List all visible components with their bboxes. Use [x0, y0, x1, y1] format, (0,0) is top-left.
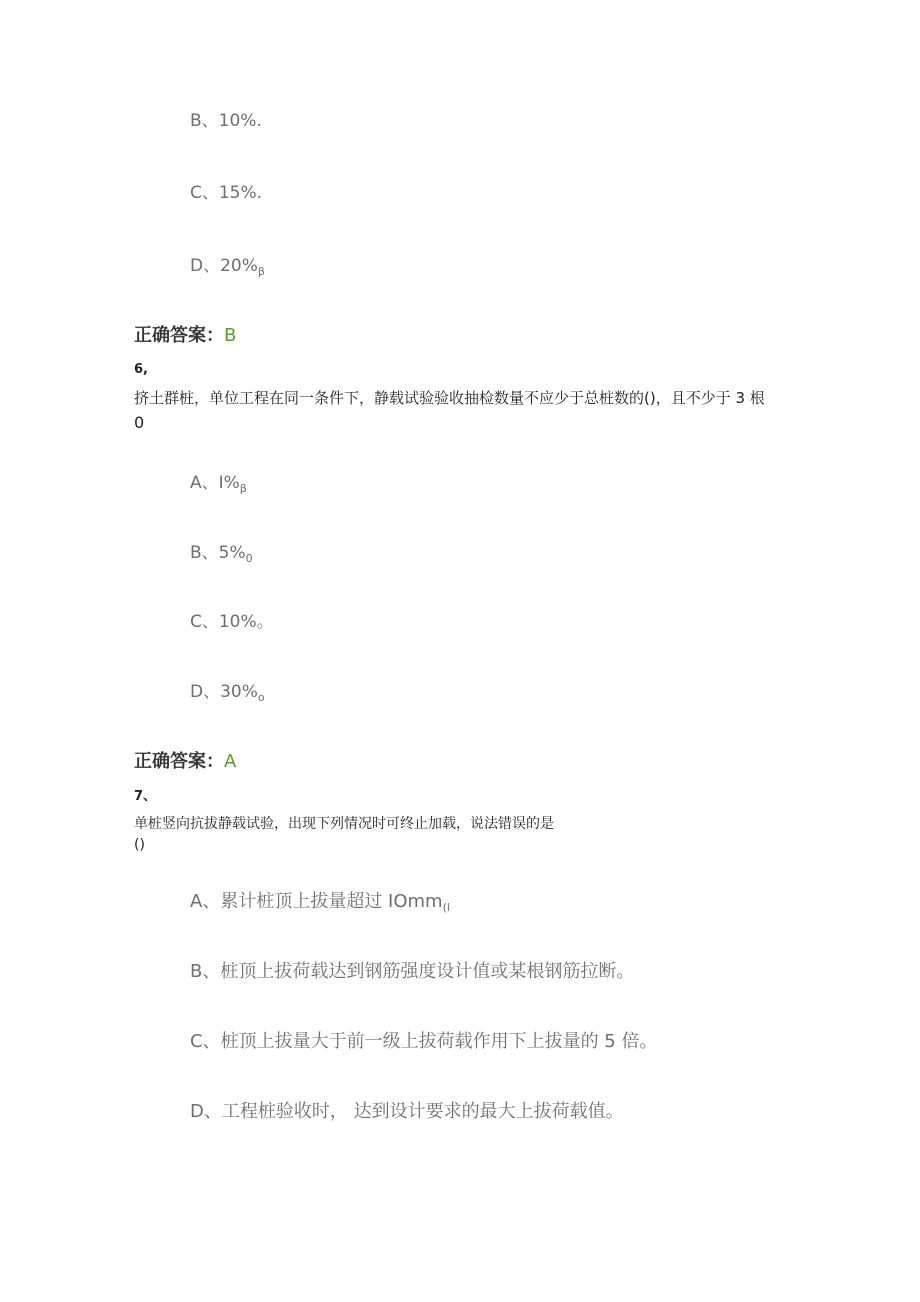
answer-value: A — [224, 751, 237, 772]
q6-option-d — [190, 681, 265, 709]
q7-option-c — [190, 1031, 657, 1053]
q7-option-b — [190, 961, 634, 983]
option-subscript: β — [239, 482, 247, 495]
option-text: C、10%。 — [190, 612, 274, 632]
option-subscript: (l — [442, 901, 450, 914]
q6-option-b — [190, 542, 253, 570]
q6-option-c — [190, 611, 274, 633]
q6-correct-answer — [134, 750, 236, 774]
q5-correct-answer — [134, 324, 236, 348]
q6-option-a — [190, 472, 247, 500]
q7-text-line1: 单桩竖向抗拔静载试验，出现下列情况时可终止加载，说法错误的是 — [134, 816, 554, 832]
q7-option-a — [190, 891, 450, 919]
answer-value: B — [224, 325, 237, 346]
option-text: A、I% — [190, 473, 240, 493]
q7-text-line2: () — [134, 837, 145, 853]
option-text: B、10%. — [190, 111, 262, 131]
answer-label: 正确答案： — [134, 325, 224, 346]
option-text: B、5% — [190, 543, 246, 563]
option-text: D、30% — [190, 682, 258, 702]
option-subscript: 0 — [245, 552, 253, 565]
option-text: D、工程桩验收时， 达到设计要求的最大上拔荷载值。 — [190, 1101, 624, 1122]
q6-text-line2: 0 — [134, 413, 145, 432]
option-subscript: β — [257, 265, 265, 278]
option-text: C、桩顶上拔量大于前一级上拔荷载作用下上拔量的 5 倍。 — [190, 1031, 658, 1052]
q7-option-d — [190, 1101, 624, 1123]
q5-option-c — [190, 182, 262, 204]
q6-number: 6, — [134, 362, 148, 377]
answer-label: 正确答案： — [134, 751, 224, 772]
q6-text-line1: 挤土群桩，单位工程在同一条件下，静载试验验收抽检数量不应少于总桩数的()，且不少于 3 根 — [134, 389, 765, 407]
option-subscript: o — [257, 691, 265, 704]
option-text: A、累计桩顶上拔量超过 IOmm — [190, 891, 443, 912]
q7-number: 7、 — [134, 789, 157, 804]
option-text: B、桩顶上拔荷载达到钢筋强度设计值或某根钢筋拉断。 — [190, 961, 635, 982]
option-text: C、15%. — [190, 183, 263, 203]
q5-option-d — [190, 255, 265, 283]
option-text: D、20% — [190, 256, 258, 276]
q5-option-b — [190, 110, 262, 132]
